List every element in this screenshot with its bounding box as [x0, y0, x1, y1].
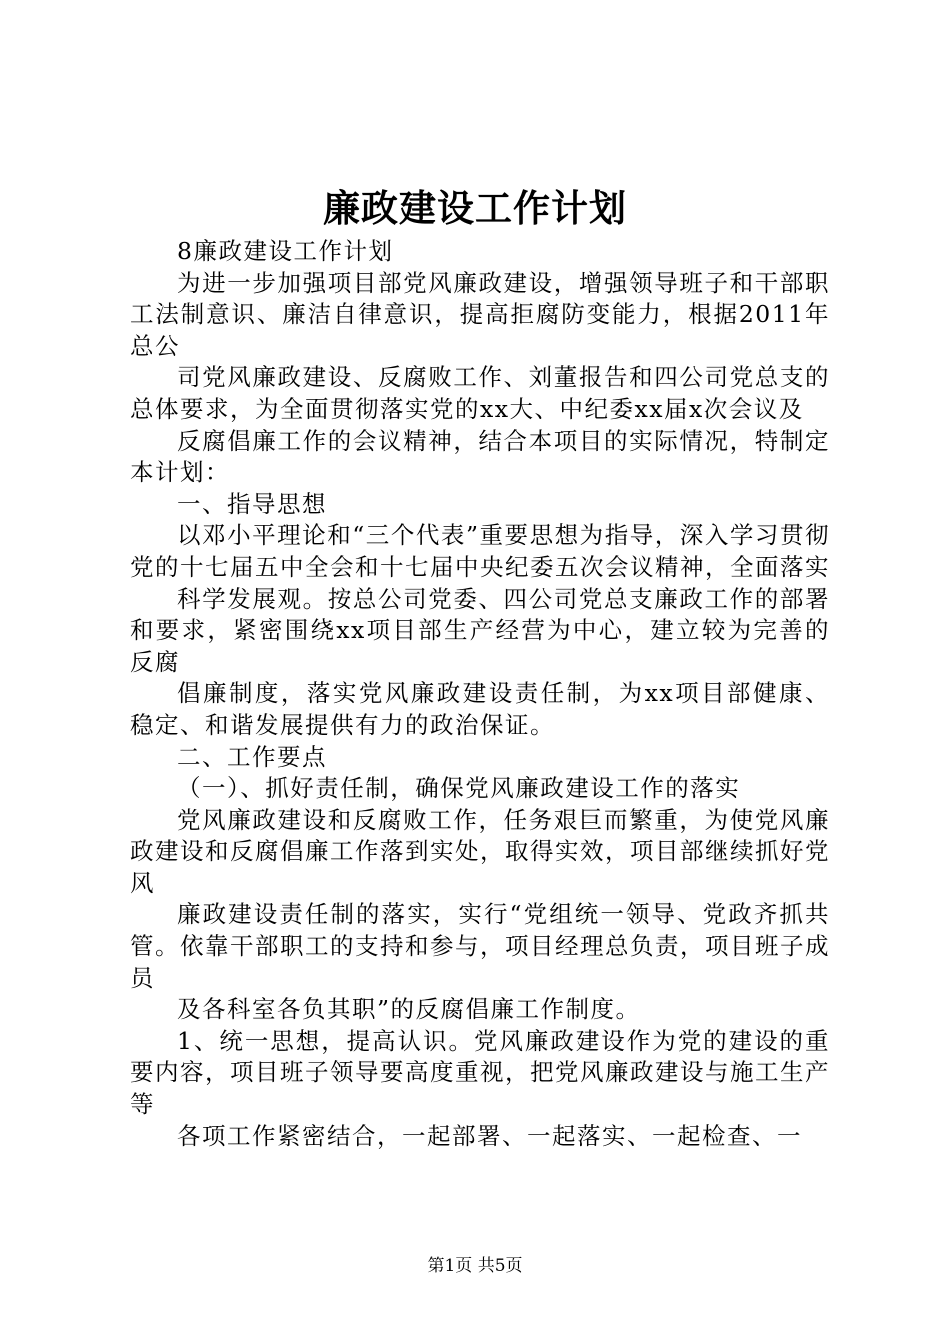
paragraph: 司党风廉政建设、反腐败工作、刘董报告和四公司党总支的总体要求，为全面贯彻落实党的xx大、中纪委xx届x次会议及 [130, 363, 830, 423]
page-number-footer: 第1页 共5页 [427, 1256, 523, 1276]
section-heading-guiding-thought: 一、指导思想 [177, 489, 327, 518]
paragraph: 及各科室各负其职”的反腐倡廉工作制度。 [177, 995, 641, 1024]
section-heading-work-points: 二、工作要点 [177, 742, 327, 771]
paragraph: 1、统一思想，提高认识。党风廉政建设作为党的建设的重要内容，项目班子领导要高度重视，把党风廉政建设与施工生产等 [130, 1026, 830, 1119]
paragraph: 廉政建设责任制的落实，实行“党组统一领导、党政齐抓共管。依靠干部职工的支持和参与，项目经理总负责，项目班子成员 [130, 900, 830, 992]
paragraph: 为进一步加强项目部党风廉政建设，增强领导班子和干部职工法制意识、廉洁自律意识，提高拒腐防变能力，根据2011年总公 [130, 268, 830, 360]
paragraph: 以邓小平理论和“三个代表”重要思想为指导，深入学习贯彻党的十七届五中全会和十七届中央纪委五次会议精神，全面落实 [130, 521, 830, 581]
paragraph-heading-line: 8廉政建设工作计划 [177, 237, 394, 265]
paragraph: 科学发展观。按总公司党委、四公司党总支廉政工作的部署和要求，紧密围绕xx项目部生产经营为中心，建立较为完善的反腐 [130, 584, 830, 676]
document-body [130, 236, 830, 1152]
paragraph: 各项工作紧密结合，一起部署、一起落实、一起检查、一 [177, 1121, 802, 1150]
paragraph: 党风廉政建设和反腐败工作，任务艰巨而繁重，为使党风廉政建设和反腐倡廉工作落到实处，取得实效，项目部继续抓好党风 [130, 805, 830, 897]
subsection-heading: （一）、抓好责任制，确保党风廉政建设工作的落实 [177, 774, 741, 803]
paragraph: 倡廉制度，落实党风廉政建设责任制，为xx项目部健康、稳定、和谐发展提供有力的政治保证。 [130, 679, 830, 739]
paragraph: 反腐倡廉工作的会议精神，结合本项目的实际情况，特制定本计划： [130, 426, 830, 487]
document-title: 廉政建设工作计划 [323, 186, 627, 230]
